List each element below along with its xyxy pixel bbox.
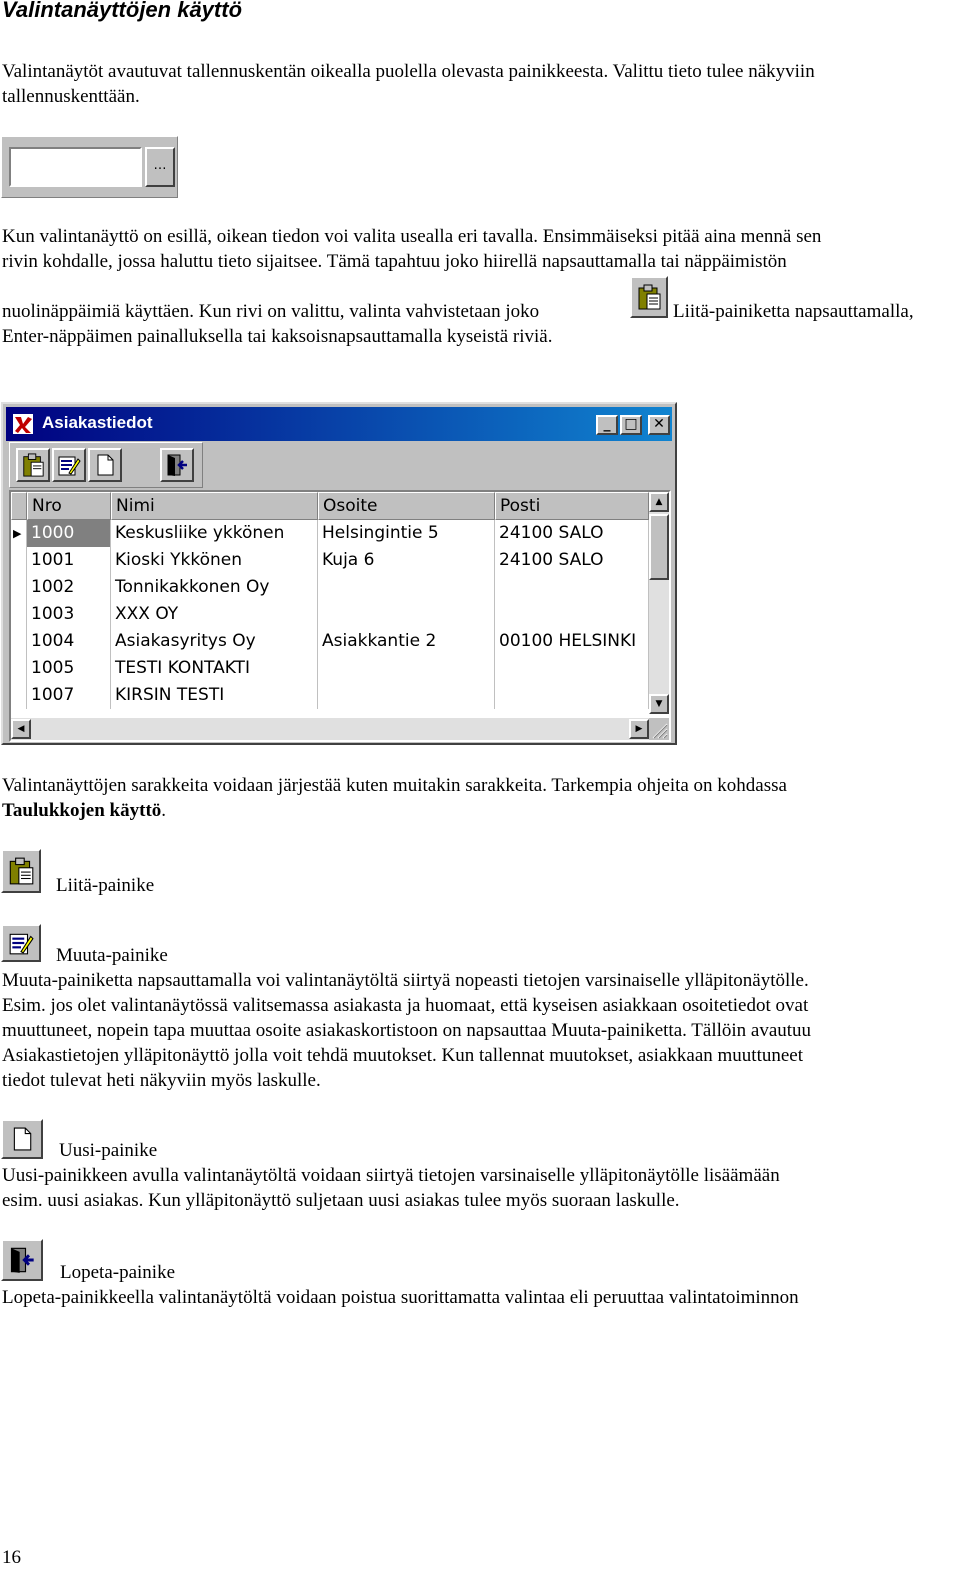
liita-label: Liitä-painike — [56, 875, 155, 896]
column-header-posti[interactable]: Posti — [495, 492, 649, 520]
cell-nro[interactable]: 1004 — [27, 628, 111, 655]
toolbar-edit-button[interactable] — [52, 448, 86, 482]
toolbar-paste-button[interactable] — [16, 448, 50, 482]
cell-osoite[interactable]: Helsingintie 5 — [318, 520, 495, 547]
cell-nro[interactable]: 1000 — [27, 520, 111, 547]
resize-grip-icon — [649, 718, 669, 740]
cell-posti[interactable] — [495, 601, 649, 628]
cell-nimi[interactable]: XXX OY — [111, 601, 318, 628]
cell-posti[interactable]: 00100 HELSINKI — [495, 628, 649, 655]
maximize-button[interactable]: □ — [620, 415, 642, 435]
table-row[interactable] — [11, 574, 649, 601]
vertical-scrollbar[interactable] — [649, 492, 669, 714]
uusi-label: Uusi-painike — [59, 1140, 158, 1161]
column-header-nimi[interactable]: Nimi — [111, 492, 318, 520]
uusi-button-example — [1, 1119, 43, 1159]
para2-line3a: nuolinäppäimiä käyttäen. Kun rivi on valittu, valinta vahvistetaan joko — [2, 301, 540, 322]
cell-nro[interactable]: 1005 — [27, 655, 111, 682]
table-row[interactable] — [11, 655, 649, 682]
cell-posti[interactable]: 24100 SALO — [495, 520, 649, 547]
cell-posti[interactable] — [495, 682, 649, 709]
new-document-icon — [94, 453, 116, 477]
customer-grid — [9, 490, 671, 742]
lookup-field-example — [1, 136, 178, 198]
cell-nimi[interactable]: KIRSIN TESTI — [111, 682, 318, 709]
cell-osoite[interactable]: Asiakkantie 2 — [318, 628, 495, 655]
intro-paragraph: Valintanäytöt avautuvat tallennuskentän oikealla puolella olevasta painikkeesta. Valittu tieto tulee näkyviin tallennuskenttään. — [2, 61, 815, 107]
window-title: Asiakastiedot — [42, 413, 153, 432]
muuta-text-line4: Asiakastietojen ylläpitonäyttö jolla voit tehdä muutokset. Kun tallennat muutokset, asiakkaan muuttuneet — [2, 1045, 803, 1066]
cell-osoite[interactable] — [318, 655, 495, 682]
vertical-scroll-thumb[interactable] — [649, 514, 669, 580]
cell-nimi[interactable]: Kioski Ykkönen — [111, 547, 318, 574]
toolbar-new-button[interactable] — [88, 448, 122, 482]
cell-posti[interactable] — [495, 574, 649, 601]
lopeta-text: Lopeta-painikkeella valintanäytöltä voidaan poistua suorittamatta valintaa eli peruuttaa valintatoiminnon — [2, 1287, 799, 1308]
para3-period: . — [161, 800, 167, 821]
table-row[interactable] — [11, 628, 649, 655]
liita-button-example — [1, 849, 41, 893]
column-header-nro[interactable]: Nro — [27, 492, 111, 520]
new-document-icon — [10, 1125, 34, 1153]
column-header-osoite[interactable]: Osoite — [318, 492, 495, 520]
muuta-text-line2: Esim. jos olet valintanäytössä valitsemassa asiakasta ja huomaat, että kyseisen asiakkaan osoitetiedot ovat — [2, 995, 809, 1016]
minimize-button[interactable]: _ — [596, 415, 618, 435]
paste-icon — [21, 452, 45, 478]
para2-line3b: Liitä-painiketta napsauttamalla, — [673, 301, 914, 322]
window-toolbar — [9, 442, 203, 488]
lopeta-button-example — [1, 1239, 43, 1281]
lookup-field-input[interactable] — [9, 147, 142, 187]
cell-posti[interactable] — [495, 655, 649, 682]
grid-header — [11, 492, 649, 520]
cell-nimi[interactable]: Asiakasyritys Oy — [111, 628, 318, 655]
cell-osoite[interactable] — [318, 601, 495, 628]
size-grip[interactable] — [649, 718, 669, 740]
app-icon — [12, 413, 34, 435]
exit-door-icon — [8, 1246, 36, 1274]
asiakastiedot-window — [1, 402, 677, 745]
cell-nimi[interactable]: Tonnikakkonen Oy — [111, 574, 318, 601]
cell-nimi[interactable]: TESTI KONTAKTI — [111, 655, 318, 682]
lookup-field-button[interactable]: … — [145, 147, 175, 187]
cell-nimi[interactable]: Keskusliike ykkönen — [111, 520, 318, 547]
toolbar-exit-button[interactable] — [160, 448, 194, 482]
cell-nro[interactable]: 1002 — [27, 574, 111, 601]
cell-nro[interactable]: 1001 — [27, 547, 111, 574]
close-button[interactable]: ✕ — [648, 415, 670, 435]
table-row[interactable] — [11, 682, 649, 709]
uusi-text-line1: Uusi-painikkeen avulla valintanäytöltä voidaan siirtyä tietojen varsinaiselle ylläpitonäytölle lisäämään — [2, 1165, 780, 1186]
cell-osoite[interactable]: Kuja 6 — [318, 547, 495, 574]
scroll-down-icon[interactable]: ▼ — [649, 694, 669, 714]
scroll-right-icon[interactable]: ▶ — [629, 719, 649, 739]
link-taulukkojen-kaytto: Taulukkojen käyttö — [2, 800, 162, 821]
window-titlebar[interactable] — [6, 407, 672, 441]
para3-line1: Valintanäyttöjen sarakkeita voidaan järjestää kuten muitakin sarakkeita. Tarkempia ohjeita on kohdassa — [2, 775, 787, 796]
paste-icon — [7, 856, 35, 886]
scroll-left-icon[interactable]: ◀ — [11, 719, 31, 739]
row-indicator-header — [11, 492, 27, 520]
cell-nro[interactable]: 1003 — [27, 601, 111, 628]
paste-icon — [636, 283, 662, 311]
cell-posti[interactable]: 24100 SALO — [495, 547, 649, 574]
table-row[interactable] — [11, 601, 649, 628]
page-number: 16 — [2, 1547, 21, 1568]
cell-osoite[interactable] — [318, 574, 495, 601]
muuta-text-line5: tiedot tulevat heti näkyviin myös laskulle. — [2, 1070, 321, 1091]
current-row-marker-icon: ▶ — [13, 527, 22, 540]
para2-line2: rivin kohdalle, jossa haluttu tieto sijaitsee. Tämä tapahtuu joko hiirellä napsauttamalla tai näppäimistön — [2, 251, 787, 272]
muuta-text-line3: muuttuneet, nopein tapa muuttaa osoite asiakaskortistoon on napsauttaa Muuta-painiketta. Tällöin avautuu — [2, 1020, 812, 1041]
para2-line1: Kun valintanäyttö on esillä, oikean tiedon voi valita usealla eri tavalla. Ensimmäiseksi pitää aina mennä sen — [2, 226, 822, 247]
cell-nro[interactable]: 1007 — [27, 682, 111, 709]
cell-osoite[interactable] — [318, 682, 495, 709]
scroll-up-icon[interactable]: ▲ — [649, 492, 669, 512]
edit-icon — [57, 453, 81, 477]
table-row[interactable] — [11, 547, 649, 574]
muuta-label: Muuta-painike — [56, 945, 168, 966]
para2-line4: Enter-näppäimen painalluksella tai kaksoisnapsauttamalla kyseistä riviä. — [2, 326, 553, 347]
exit-door-icon — [165, 453, 189, 477]
para3-line2 — [2, 798, 166, 823]
edit-icon — [8, 930, 34, 956]
lopeta-label: Lopeta-painike — [60, 1262, 176, 1283]
muuta-text-line1: Muuta-painiketta napsauttamalla voi valintanäytöltä siirtyä nopeasti tietojen varsinaiselle ylläpitonäytölle. — [2, 970, 809, 991]
uusi-text-line2: esim. uusi asiakas. Kun ylläpitonäyttö suljetaan uusi asiakas tulee myös suoraan laskulle. — [2, 1190, 680, 1211]
page-heading: Valintanäyttöjen käyttö — [2, 0, 243, 22]
horizontal-scrollbar[interactable] — [11, 718, 649, 740]
paste-button-inline — [630, 276, 668, 318]
muuta-button-example — [1, 924, 41, 962]
table-row[interactable] — [11, 520, 649, 547]
